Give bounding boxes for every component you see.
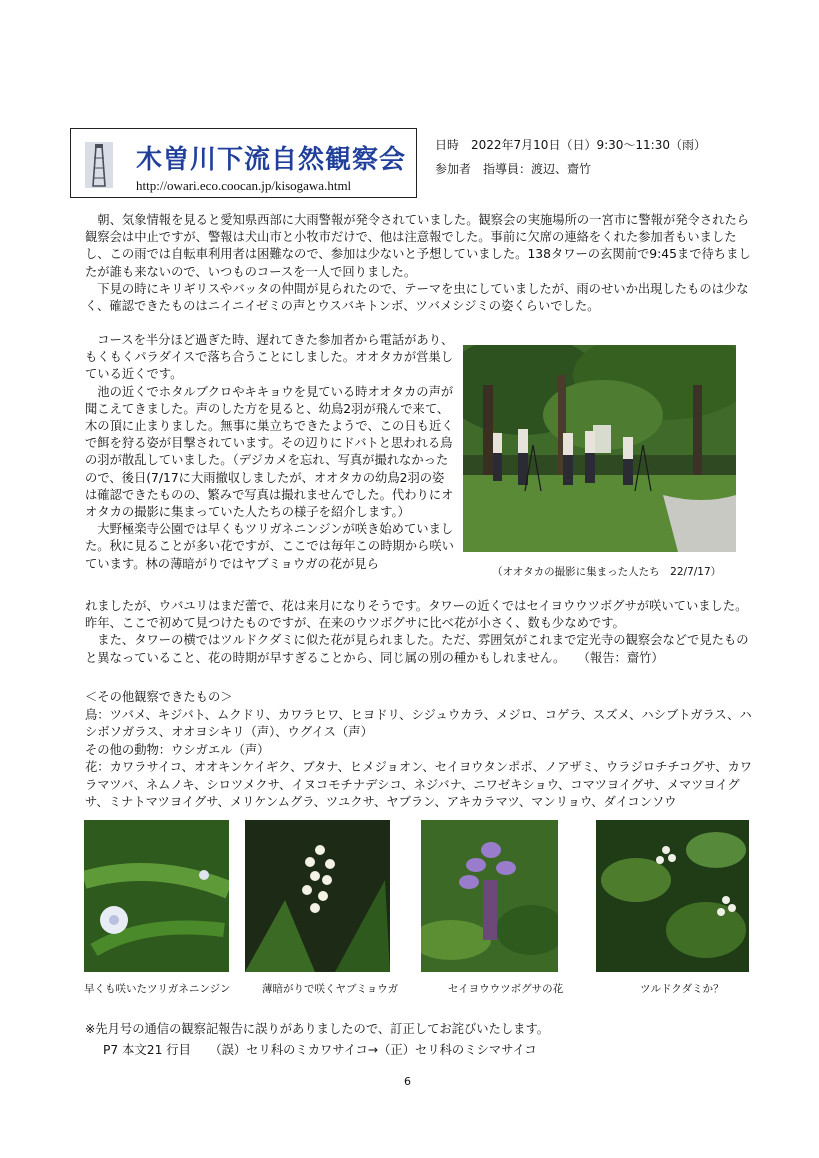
thumbnail-caption-3: セイヨウウツボグサの花: [448, 983, 564, 995]
observed-birds: 鳥：ツバメ、キジバト、ムクドリ、カワラヒワ、ヒヨドリ、シジュウカラ、メジロ、コゲラ、スズメ、ハシブトガラス、ハシボソガラス、オオヨシキリ（声）、ウグイス（声）: [85, 707, 752, 739]
bellflower-photo-icon: [84, 820, 229, 972]
paragraph-weather: 朝、気象情報を見ると愛知県西部に大雨警報が発令されていました。観察会の実施場所の一宮市に警報が発令されたら観察会は中止ですが、警報は犬山市と小牧市だけで、他は注意報でした。事前に欠席の連絡をくれた参加者もいましたし、この雨では自転車利用者は困難なので、参加は少ないと予想していました。138タワーの玄関前で9:45まで待ちましたが誰も来ないので、いつものコースを一人で回りました。: [85, 213, 751, 279]
thumbnail-caption-4: ツルドクダミか？: [640, 983, 724, 995]
white-flower-photo-icon: [245, 820, 390, 972]
website-url[interactable]: http://owari.eco.coocan.jp/kisogawa.html: [136, 178, 352, 193]
purple-flower-photo-icon: [421, 820, 558, 972]
correction-detail: P7 本文21 行目 （誤）セリ科のミカワサイコ→（正）セリ科のミシマサイコ: [103, 1043, 537, 1057]
wrapped-paragraphs: [85, 332, 455, 573]
participants-line: 参加者 指導員：渡辺、齋竹: [435, 162, 592, 176]
page-title: 木曽川下流自然観察会: [136, 145, 407, 175]
tower-logo-icon: [85, 142, 113, 188]
main-photo-caption: （オオタカの撮影に集まった人たち 22/7/17）: [492, 566, 722, 578]
observed-list: [85, 689, 755, 812]
paragraph-flowers: れましたが、ウバユリはまだ蕾で、花は来月になりそうです。タワーの近くではセイヨウウツボグサが咲いていました。昨年、ここで初めて見つけたものですが、在来のウツボグサに比べ花が小さく、数も少なめです。: [85, 599, 748, 631]
paragraph-park: 大野極楽寺公園では早くもツリガネニンジンが咲き始めていました。秋に見ることが多い花ですが、ここでは毎年この時期から咲いています。林の薄暗がりではヤブミョウガの花が見ら: [85, 522, 454, 571]
page-number: 6: [404, 1075, 411, 1088]
paragraph-insects: 下見の時にキリギリスやバッタの仲間が見られたので、テーマを虫にしていましたが、雨のせいか出現したものは少なく、確認できたものはニイニイゼミの声とウスバキトンボ、ツバメシジミの姿くらいでした。: [85, 281, 749, 314]
paragraph-meeting: コースを半分ほど過ぎた時、遅れてきた参加者から電話があり、もくもくパラダイスで落ち合うことにしました。オオタカが営巣している近くです。: [85, 333, 454, 382]
observed-heading: ＜その他観察できたもの＞: [85, 690, 233, 704]
continued-paragraphs: [85, 598, 753, 667]
observed-other-animals: その他の動物：ウシガエル（声）: [85, 742, 270, 757]
thumbnail-caption-1: 早くも咲いたツリガネニンジン: [84, 983, 231, 995]
thumbnail-caption-2: 薄暗がりで咲くヤブミョウガ: [262, 983, 399, 995]
goshawk-photographers-photo: [463, 345, 736, 552]
intro-paragraphs: [85, 212, 753, 315]
date-line: 日時 2022年7月10日（日）9:30～11:30（雨）: [435, 138, 706, 152]
paragraph-vine: また、タワーの横ではツルドクダミに似た花が見られました。ただ、雰囲気がこれまで定光寺の観察会などで見たものと異なっていること、花の時期が早すぎることから、同じ属の別の種かもしれません。 （報告：齋竹）: [85, 633, 749, 665]
correction-notice: ※先月号の通信の観察記報告に誤りがありましたので、訂正してお詫びいたします。: [85, 1022, 550, 1036]
vine-photo-icon: [596, 820, 749, 972]
observed-flowers: 花：カワラサイコ、オオキンケイギク、ブタナ、ヒメジョオン、セイヨウタンポポ、ノアザミ、ウラジロチチコグサ、カワラマツバ、ネムノキ、シロツメクサ、イヌコモチナデシコ、ネジバナ、ニワゼキショウ、コマツヨイグサ、メマツヨイグサ、ミナトマツヨイグサ、メリケンムグラ、ツユクサ、ヤブラン、アキカラマツ、マンリョウ、ダイコンソウ: [85, 760, 753, 809]
paragraph-goshawk: 池の近くでホタルブクロやキキョウを見ている時オオタカの声が聞こえてきました。声のした方を見ると、幼鳥2羽が飛んで来て、木の頂に止まりました。無事に巣立ちできたようで、この日も近くで餌を狩る姿が目撃されています。その辺りにドバトと思われる鳥の羽が散乱していました。（デジカメを忘れ、写真が撮れなかったので、後日(7/17に大雨撤収しましたが、オオタカの幼鳥2羽の姿は確認できたものの、繁みで写真は撮れませんでした。代わりにオオタカの撮影に集まっていた人たちの様子を紹介します。）: [85, 384, 454, 520]
